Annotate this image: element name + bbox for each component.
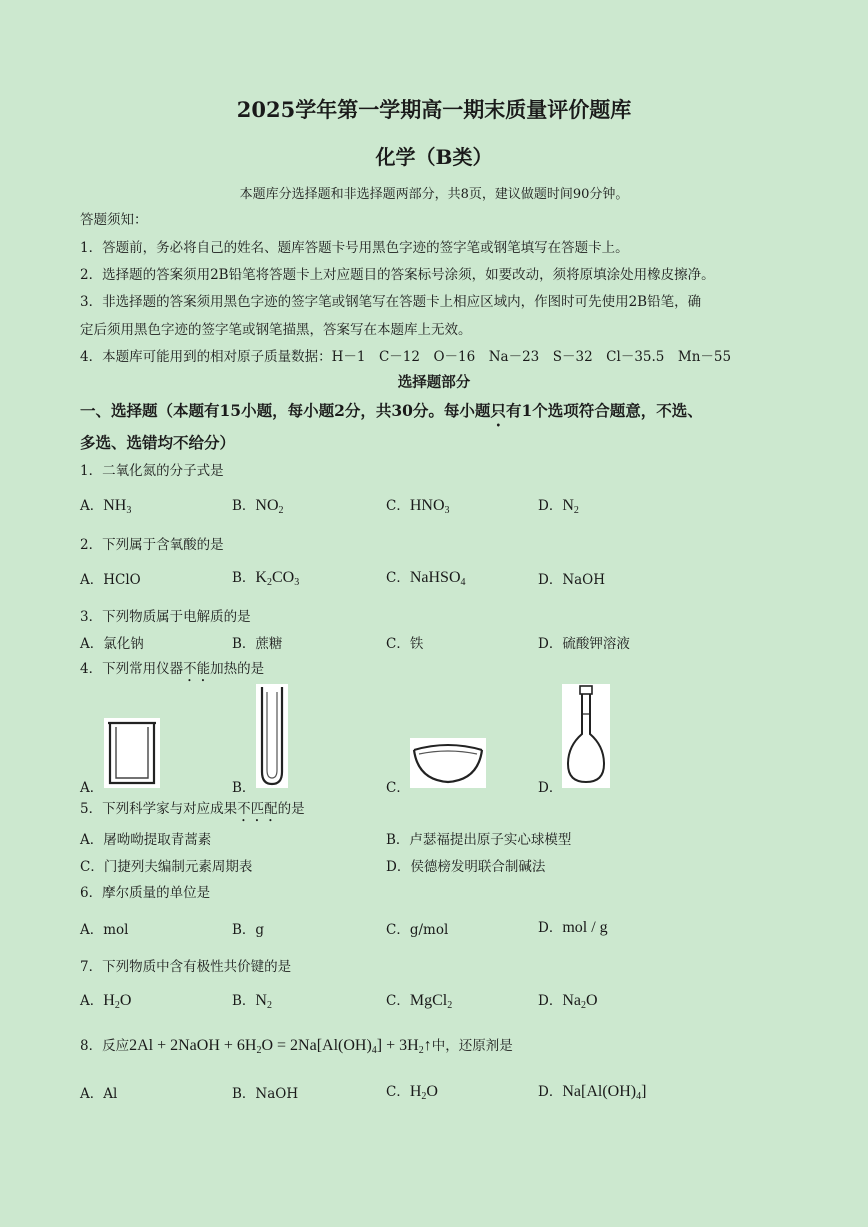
q8-stem: 8．反应2Al + 2NaOH + $6H_2O = 2Na[Al(OH)_4]$ + $3H_2↑$中，还原剂是 [80,1037,513,1056]
q7-stem: 7．下列物质中含有极性共价键的是 [80,959,292,975]
q1-stem: 1．二氧化氮的分子式是 [80,463,224,479]
q5-option-b: B．卢瑟福提出原子实心球模型 [386,832,572,848]
q4-option-b: B． [232,780,256,796]
q6-option-b: B．g [232,922,265,938]
q1-option-b: B．$NO_2$ [232,497,284,516]
q6-option-c: C．g/mol [386,922,449,938]
q3-stem: 3．下列物质属于电解质的是 [80,609,251,625]
q5-stem: 5．下列科学家与对应成果不匹配的是 [80,801,305,817]
q4-stem: 4．下列常用仪器不能加热的是 [80,661,265,677]
q4-option-d: D． [538,780,563,796]
beaker-icon [104,718,160,788]
notice-item-1: 1．答题前，务必将自己的姓名、题库答题卡号用黑色字迹的签字笔或钢笔填写在答题卡上。 [80,240,629,256]
intro-text: 本题库分选择题和非选择题两部分，共8页，建议做题时间90分钟。 [239,187,629,202]
q2-option-b: B．$K_2CO_3$ [232,569,300,588]
q6-option-d: D．mol / g [538,919,608,936]
q2-option-d: D．NaOH [538,572,606,588]
q8-option-d: D．$Na[Al(OH)_4]$ [538,1083,647,1102]
q2-option-c: C．NaHSO$_4$ [386,569,466,588]
notice-item-3b: 定后须用黑色字迹的签字笔或钢笔描黑，答案写在本题库上无效。 [80,322,472,338]
part-one-text-a: 一、选择题（本题有15小题，每小题2分，共30分。每小题 [80,401,491,420]
q1-option-d: D．$N_2$ [538,497,579,516]
q2-option-a: A．HClO [80,572,141,588]
q4-option-a: A． [80,780,104,796]
q5-option-c: C．门捷列夫编制元素周期表 [80,859,253,875]
notice-item-3a: 3．非选择题的答案须用黑色字迹的签字笔或钢笔写在答题卡上相应区域内，作图时可先使用2B铅笔，确 [80,294,702,310]
q7-option-d: D．$Na_2O$ [538,992,598,1011]
q7-option-b: B．$N_2$ [232,992,272,1011]
q1-option-c: C．$HNO_3$ [386,497,450,516]
section-heading: 选择题部分 [397,374,471,391]
q5-option-d: D．侯德榜发明联合制碱法 [386,859,546,875]
q8-option-c: C．$H_2O$ [386,1083,438,1102]
test-tube-icon [256,684,288,788]
q4-option-c: C． [386,780,410,796]
part-one-emphasis: 只 [490,401,506,420]
q1-option-a: A．$NH_3$ [80,497,132,516]
q3-option-a: A．氯化钠 [80,636,144,652]
q7-option-c: C．MgCl$_2$ [386,992,453,1011]
part-one-heading [80,399,703,430]
q6-option-a: A．mol [80,922,129,938]
q8-option-b: B．NaOH [232,1086,299,1102]
page-title: 2025学年第一学期高一期末质量评价题库 [236,97,632,122]
notice-item-4: 4．本题库可能用到的相对原子质量数据：H－1 C－12 O－16 Na－23 S－32 Cl－35.5 Mn－55 [80,349,732,365]
q3-option-d: D．硫酸钾溶液 [538,636,630,652]
subject-title: 化学（B类） [375,145,493,169]
volumetric-flask-icon [562,684,610,788]
q6-stem: 6．摩尔质量的单位是 [80,885,211,901]
q3-option-c: C．铁 [386,636,424,652]
q7-option-a: A．$H_2O$ [80,992,132,1011]
q2-stem: 2．下列属于含氧酸的是 [80,537,224,553]
q8-option-a: A．Al [80,1086,118,1102]
q3-option-b: B．蔗糖 [232,636,283,652]
q5-option-a: A．屠呦呦提取青蒿素 [80,832,212,848]
part-one-heading-line2: 多选、选错均不给分） [80,433,236,452]
evaporating-dish-icon [410,738,486,788]
notice-heading: 答题须知： [80,212,148,228]
notice-item-2: 2．选择题的答案须用2B铅笔将答题卡上对应题目的答案标号涂须，如要改动，须将原填涂处用橡皮擦净。 [80,267,715,283]
part-one-text-b: 有1个选项符合题意，不选、 [505,401,703,420]
